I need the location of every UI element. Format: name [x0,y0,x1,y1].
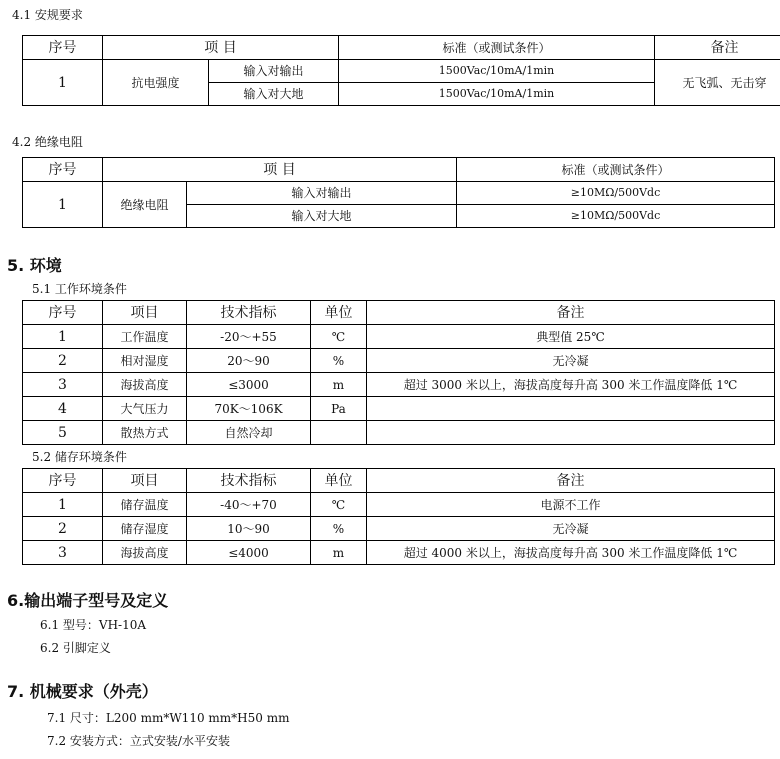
dimensions-line: 7.1 尺寸：L200 mm*W110 mm*H50 mm [47,711,290,725]
row-no: 5 [23,421,103,445]
table-row [23,349,775,373]
standard-cell: 1500Vac/10mA/1min [339,60,655,83]
spec-cell: 自然冷却 [187,421,311,445]
storage-environment-table [22,468,775,565]
sub-item-cell: 输入对输出 [187,182,457,205]
unit-cell: % [311,517,367,541]
section-4-1-title: 4.1 安规要求 [12,8,83,22]
row-no: 1 [23,182,103,228]
note-cell [367,421,775,445]
section-7-title: 7. 机械要求（外壳） [7,682,158,701]
unit-cell: ℃ [311,325,367,349]
section-5-2-title: 5.2 储存环境条件 [32,450,127,464]
row-no: 2 [23,349,103,373]
item-cell: 工作温度 [103,325,187,349]
note-cell [367,397,775,421]
spec-cell: ≤3000 [187,373,311,397]
category-cell: 绝缘电阻 [103,182,187,228]
header-note: 备注 [367,301,775,325]
unit-cell: m [311,373,367,397]
unit-cell: Pa [311,397,367,421]
item-cell: 海拔高度 [103,541,187,565]
row-no: 3 [23,373,103,397]
unit-cell [311,421,367,445]
item-cell: 海拔高度 [103,373,187,397]
header-spec: 技术指标 [187,301,311,325]
unit-cell: ℃ [311,493,367,517]
row-no: 1 [23,325,103,349]
header-item: 项目 [103,469,187,493]
note-cell: 典型值 25℃ [367,325,775,349]
mounting-method-line: 7.2 安装方式：立式安装/水平安装 [47,734,230,748]
item-cell: 相对湿度 [103,349,187,373]
header-item: 项目 [103,301,187,325]
header-unit: 单位 [311,469,367,493]
spec-cell: -20～+55 [187,325,311,349]
item-cell: 储存温度 [103,493,187,517]
header-standard: 标准（或测试条件） [457,158,775,182]
sub-item-cell: 输入对输出 [209,60,339,83]
header-standard: 标准（或测试条件） [339,36,655,60]
standard-cell: ≥10MΩ/500Vdc [457,182,775,205]
terminal-model-line: 6.1 型号：VH-10A [40,618,147,632]
spec-cell: 10～90 [187,517,311,541]
row-no: 1 [23,60,103,106]
spec-cell: ≤4000 [187,541,311,565]
note-cell: 无冷凝 [367,349,775,373]
standard-cell: ≥10MΩ/500Vdc [457,205,775,228]
working-environment-table [22,300,775,445]
header-spec: 技术指标 [187,469,311,493]
item-cell: 散热方式 [103,421,187,445]
note-cell: 超过 4000 米以上，海拔高度每升高 300 米工作温度降低 1℃ [367,541,775,565]
spec-cell: 70K～106K [187,397,311,421]
item-cell: 储存湿度 [103,517,187,541]
item-cell: 大气压力 [103,397,187,421]
unit-cell: m [311,541,367,565]
spec-cell: 20～90 [187,349,311,373]
header-no: 序号 [23,301,103,325]
table-row [23,325,775,349]
table-row [23,493,775,517]
row-no: 2 [23,517,103,541]
table-row [23,517,775,541]
row-no: 1 [23,493,103,517]
insulation-resistance-table [22,157,775,228]
header-item: 项 目 [103,36,339,60]
table-row [23,421,775,445]
spec-cell: -40～+70 [187,493,311,517]
table-row [23,397,775,421]
header-note: 备注 [367,469,775,493]
pin-definition-line: 6.2 引脚定义 [40,641,111,655]
header-no: 序号 [23,158,103,182]
sub-item-cell: 输入对大地 [187,205,457,228]
table-row [23,541,775,565]
note-cell: 无飞弧、无击穿 [655,60,780,106]
sub-item-cell: 输入对大地 [209,83,339,106]
section-4-2-title: 4.2 绝缘电阻 [12,135,83,149]
header-note: 备注 [655,36,780,60]
section-6-title: 6.输出端子型号及定义 [7,591,169,610]
note-cell: 电源不工作 [367,493,775,517]
table-row [23,373,775,397]
section-5-1-title: 5.1 工作环境条件 [32,282,127,296]
header-no: 序号 [23,469,103,493]
unit-cell: % [311,349,367,373]
row-no: 3 [23,541,103,565]
safety-requirements-table [22,35,780,106]
standard-cell: 1500Vac/10mA/1min [339,83,655,106]
header-no: 序号 [23,36,103,60]
note-cell: 超过 3000 米以上，海拔高度每升高 300 米工作温度降低 1℃ [367,373,775,397]
header-unit: 单位 [311,301,367,325]
note-cell: 无冷凝 [367,517,775,541]
header-item: 项 目 [103,158,457,182]
section-5-title: 5. 环境 [7,256,62,275]
row-no: 4 [23,397,103,421]
category-cell: 抗电强度 [103,60,209,106]
